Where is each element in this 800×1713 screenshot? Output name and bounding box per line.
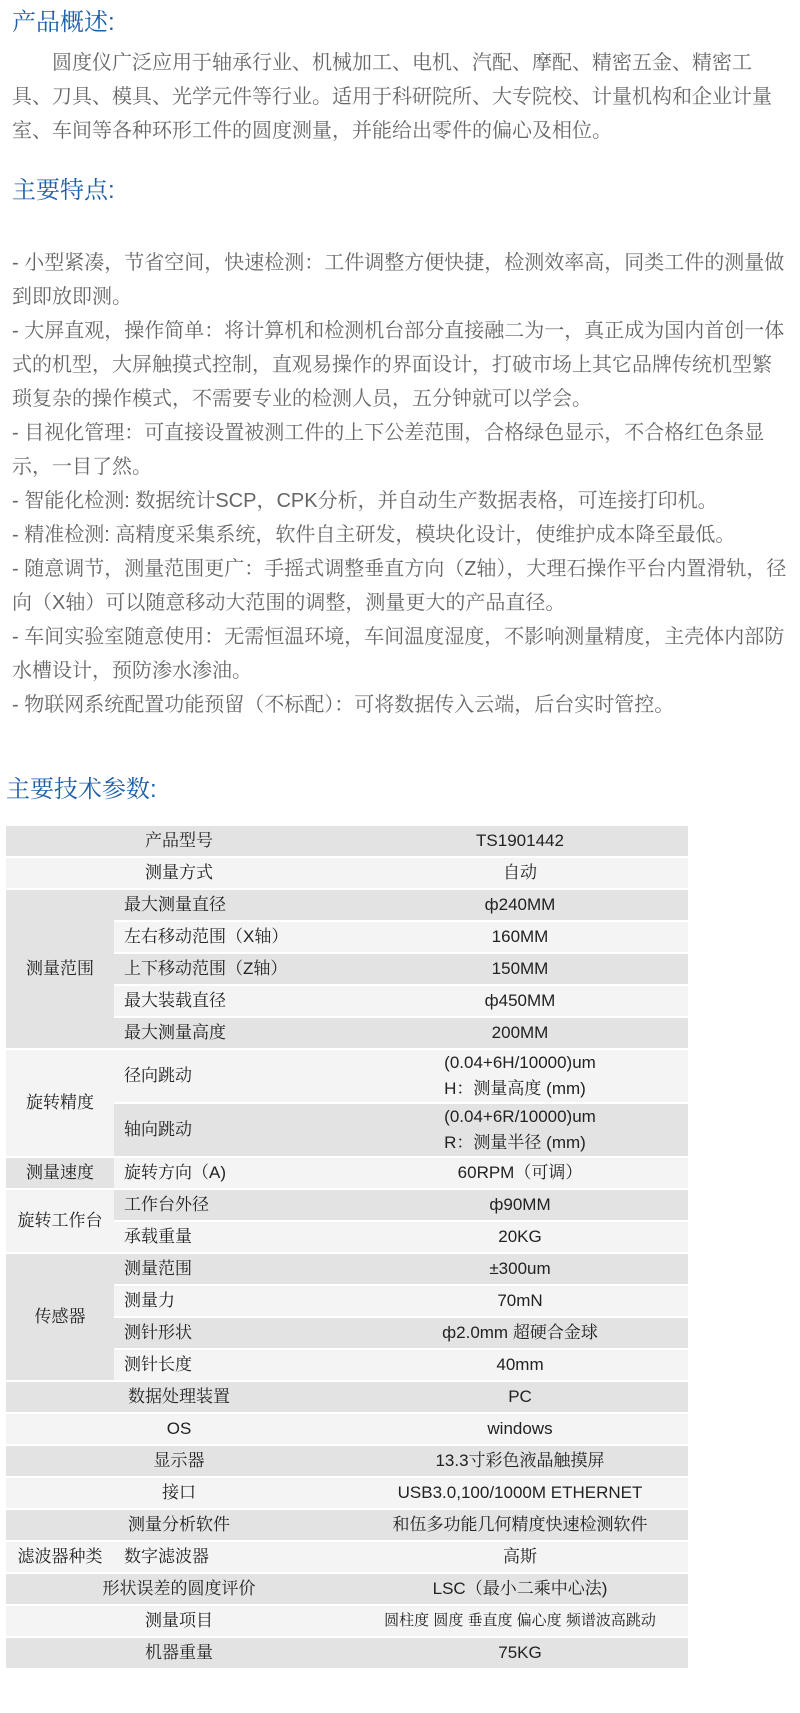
table-row bbox=[6, 1445, 688, 1477]
spec-value: ±300um bbox=[352, 1253, 688, 1285]
spec-value: 13.3寸彩色液晶触摸屏 bbox=[352, 1445, 688, 1477]
spec-label: 承载重量 bbox=[114, 1221, 352, 1253]
table-row bbox=[6, 1605, 688, 1637]
table-row bbox=[6, 1637, 688, 1669]
table-row bbox=[6, 1541, 688, 1573]
group-label: 滤波器种类 bbox=[6, 1541, 114, 1573]
spec-label: 最大测量直径 bbox=[114, 889, 352, 921]
spec-value: PC bbox=[352, 1381, 688, 1413]
spec-value: 70mN bbox=[352, 1285, 688, 1317]
spec-label: 产品型号 bbox=[6, 826, 352, 857]
spec-value: 20KG bbox=[352, 1221, 688, 1253]
spec-label: 数字滤波器 bbox=[114, 1541, 352, 1573]
specs-heading: 主要技术参数: bbox=[6, 776, 157, 803]
spec-value: LSC（最小二乘中心法) bbox=[352, 1573, 688, 1605]
features-heading: 主要特点: bbox=[12, 177, 115, 204]
spec-value: ф90MM bbox=[352, 1189, 688, 1221]
spec-label: 测量范围 bbox=[114, 1253, 352, 1285]
value-note: H：测量高度 (mm) bbox=[444, 1079, 586, 1098]
spec-label: OS bbox=[6, 1413, 352, 1445]
group-label: 传感器 bbox=[6, 1253, 114, 1381]
table-row bbox=[6, 1509, 688, 1541]
spec-label: 轴向跳动 bbox=[114, 1103, 352, 1157]
group-label: 旋转精度 bbox=[6, 1049, 114, 1157]
feature-item: - 小型紧凑，节省空间，快速检测：工件调整方便快捷，检测效率高，同类工件的测量做到即放即测。 bbox=[12, 252, 785, 308]
overview-heading: 产品概述: bbox=[12, 9, 115, 36]
feature-item: - 车间实验室随意使用：无需恒温环境，车间温度湿度，不影响测量精度，主壳体内部防水槽设计，预防渗水渗油。 bbox=[12, 626, 785, 682]
spec-label: 旋转方向（A) bbox=[114, 1157, 352, 1189]
feature-item: - 物联网系统配置功能预留（不标配）：可将数据传入云端，后台实时管控。 bbox=[12, 694, 675, 716]
group-label: 测量速度 bbox=[6, 1157, 114, 1189]
spec-value: 75KG bbox=[352, 1637, 688, 1669]
table-row bbox=[6, 1049, 688, 1103]
table-row bbox=[6, 1253, 688, 1285]
feature-item: - 大屏直观，操作简单：将计算机和检测机台部分直接融二为一，真正成为国内首创一体式的机型，大屏触摸式控制，直观易操作的界面设计，打破市场上其它品牌传统机型繁琐复杂的操作模式，不需要专业的检测人员，五分钟就可以学会。 bbox=[12, 320, 785, 410]
overview-text: 圆度仪广泛应用于轴承行业、机械加工、电机、汽配、摩配、精密五金、精密工具、刀具、模具、光学元件等行业。适用于科研院所、大专院校、计量机构和企业计量室、车间等各种环形工件的圆度测量，并能给出零件的偏心及相位。 bbox=[12, 52, 772, 142]
spec-value: 自动 bbox=[352, 857, 688, 889]
features-list bbox=[12, 246, 788, 722]
spec-value: ф2.0mm 超硬合金球 bbox=[352, 1317, 688, 1349]
group-label: 测量范围 bbox=[6, 889, 114, 1049]
spec-label: 径向跳动 bbox=[114, 1049, 352, 1103]
feature-item: - 精准检测: 高精度采集系统，软件自主研发，模块化设计，使维护成本降至最低。 bbox=[12, 524, 736, 546]
spec-label: 工作台外径 bbox=[114, 1189, 352, 1221]
value-line: (0.04+6R/10000)um bbox=[444, 1107, 596, 1126]
spec-label: 接口 bbox=[6, 1477, 352, 1509]
table-row bbox=[6, 1477, 688, 1509]
value-note: R：测量半径 (mm) bbox=[444, 1133, 586, 1152]
table-row bbox=[6, 826, 688, 857]
spec-value: windows bbox=[352, 1413, 688, 1445]
spec-label: 测量力 bbox=[114, 1285, 352, 1317]
spec-label: 最大测量高度 bbox=[114, 1017, 352, 1049]
spec-value: 200MM bbox=[352, 1017, 688, 1049]
group-label: 旋转工作台 bbox=[6, 1189, 114, 1253]
spec-label: 最大装载直径 bbox=[114, 985, 352, 1017]
spec-value: 40mm bbox=[352, 1349, 688, 1381]
spec-value: 160MM bbox=[352, 921, 688, 953]
table-row bbox=[6, 1381, 688, 1413]
table-row bbox=[6, 1157, 688, 1189]
feature-item: - 智能化检测: 数据统计SCP，CPK分析，并自动生产数据表格，可连接打印机。 bbox=[12, 490, 718, 512]
spec-label: 数据处理装置 bbox=[6, 1381, 352, 1413]
spec-label: 测针形状 bbox=[114, 1317, 352, 1349]
table-row bbox=[6, 1413, 688, 1445]
value-line: (0.04+6H/10000)um bbox=[444, 1053, 596, 1072]
spec-value: 和伍多功能几何精度快速检测软件 bbox=[352, 1509, 688, 1541]
spec-label: 上下移动范围（Z轴） bbox=[114, 953, 352, 985]
spec-table bbox=[6, 826, 688, 1670]
spec-value bbox=[352, 1103, 688, 1157]
spec-label: 测量分析软件 bbox=[6, 1509, 352, 1541]
feature-item: - 随意调节，测量范围更广：手摇式调整垂直方向（Z轴），大理石操作平台内置滑轨，径向（X轴）可以随意移动大范围的调整，测量更大的产品直径。 bbox=[12, 558, 787, 614]
table-row bbox=[6, 889, 688, 921]
spec-value: TS1901442 bbox=[352, 826, 688, 857]
table-row bbox=[6, 1573, 688, 1605]
spec-label: 左右移动范围（X轴） bbox=[114, 921, 352, 953]
spec-label: 测量方式 bbox=[6, 857, 352, 889]
spec-label: 机器重量 bbox=[6, 1637, 352, 1669]
feature-item: - 目视化管理：可直接设置被测工件的上下公差范围，合格绿色显示，不合格红色条显示，一目了然。 bbox=[12, 422, 765, 478]
spec-value bbox=[352, 1049, 688, 1103]
spec-label: 显示器 bbox=[6, 1445, 352, 1477]
spec-label: 测量项目 bbox=[6, 1605, 352, 1637]
spec-value: ф450MM bbox=[352, 985, 688, 1017]
spec-value: USB3.0,100/1000M ETHERNET bbox=[352, 1477, 688, 1509]
spec-label: 形状误差的圆度评价 bbox=[6, 1573, 352, 1605]
spec-value: 60RPM（可调） bbox=[352, 1157, 688, 1189]
table-row bbox=[6, 1189, 688, 1221]
table-row bbox=[6, 857, 688, 889]
spec-value: ф240MM bbox=[352, 889, 688, 921]
spec-label: 测针长度 bbox=[114, 1349, 352, 1381]
spec-value: 150MM bbox=[352, 953, 688, 985]
spec-value: 圆柱度 圆度 垂直度 偏心度 频谱波高跳动 bbox=[352, 1605, 688, 1637]
spec-value: 高斯 bbox=[352, 1541, 688, 1573]
